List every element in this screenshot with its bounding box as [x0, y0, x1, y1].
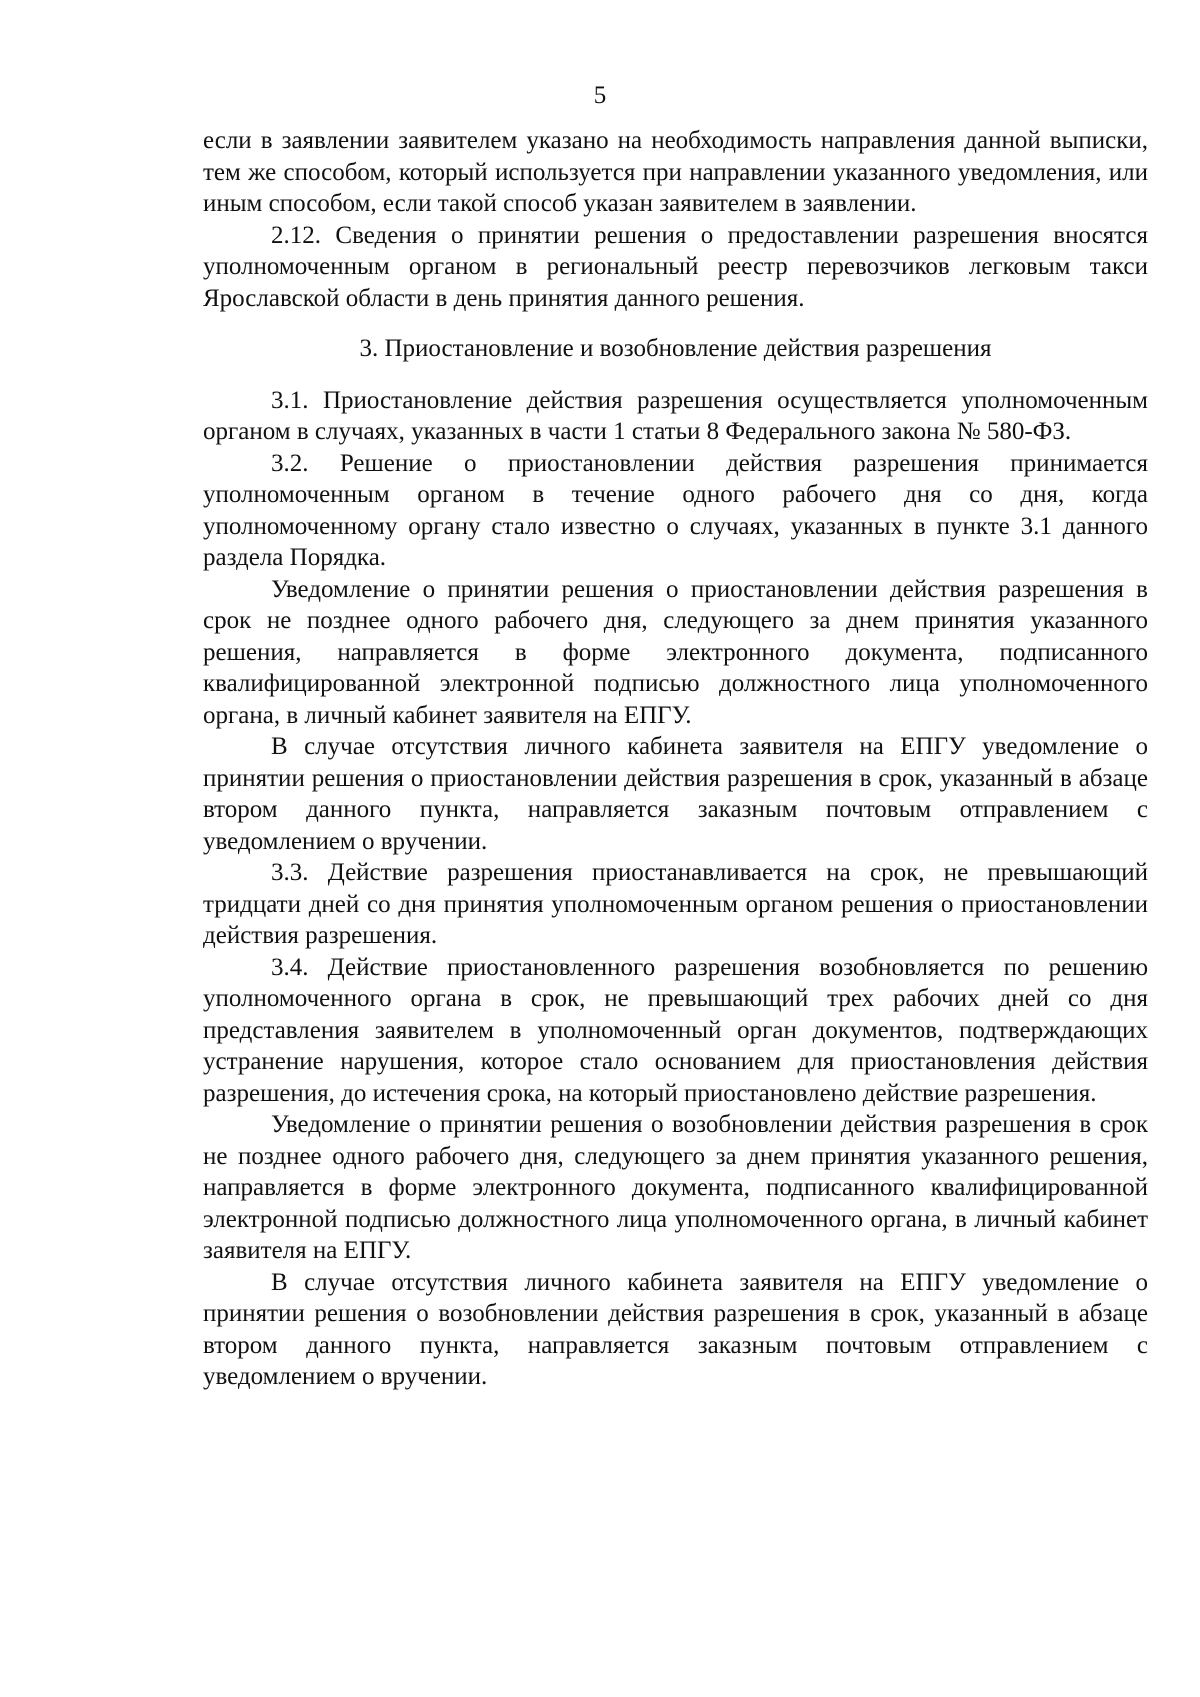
- paragraph-continuation: если в заявлении заявителем указано на необходимость направления данной выписки, тем же способом, который используется при направлении указанного уведомления, или иным способом, если такой способ указан заявителем в заявлении.: [203, 127, 1148, 217]
- paragraph-3-2-postal: В случае отсутствия личного кабинета заявителя на ЕПГУ уведомление о принятии решения о приостановлении действия разрешения в срок, указанный в абзаце втором данного пункта, направляется заказным почтовым отправлением с уведомлением о вручении.: [203, 733, 1148, 855]
- paragraph-3-4-notice: Уведомление о принятии решения о возобновлении действия разрешения в срок не позднее одного рабочего дня, следующего за днем принятия указанного решения, направляется в форме электронного документа, подписанного квалифицированной электронной подписью должностного лица уполномоченного органа, в личный кабинет заявителя на ЕПГУ.: [203, 1111, 1148, 1264]
- page-number: 5: [593, 82, 607, 109]
- paragraph-2-12: 2.12. Сведения о принятии решения о предоставлении разрешения вносятся уполномоченным органом в региональный реестр перевозчиков легковым такси Ярославской области в день принятия данного решения.: [203, 221, 1148, 312]
- paragraph-3-3: 3.3. Действие разрешения приостанавливается на срок, не превышающий тридцати дней со дня принятия уполномоченным органом решения о приостановлении действия разрешения.: [203, 859, 1148, 949]
- document-body: [203, 125, 1148, 1393]
- paragraph-3-2: 3.2. Решение о приостановлении действия разрешения принимается уполномоченным органом в течение одного рабочего дня со дня, когда уполномоченному органу стало известно о случаях, указанных в пункте 3.1 данного раздела Порядка.: [203, 449, 1148, 571]
- paragraph-3-2-notice: Уведомление о принятии решения о приостановлении действия разрешения в срок не позднее одного рабочего дня, следующего за днем принятия указанного решения, направляется в форме электронного документа, подписанного квалифицированной электронной подписью должностного лица уполномоченного органа, в личный кабинет заявителя на ЕПГУ.: [203, 575, 1148, 729]
- paragraph-3-1: 3.1. Приостановление действия разрешения осуществляется уполномоченным органом в случаях, указанных в части 1 статьи 8 Федерального закона № 580-ФЗ.: [203, 386, 1148, 445]
- paragraph-3-4-postal: В случае отсутствия личного кабинета заявителя на ЕПГУ уведомление о принятии решения о возобновлении действия разрешения в срок, указанный в абзаце втором данного пункта, направляется заказным почтовым отправлением с уведомлением о вручении.: [203, 1268, 1148, 1390]
- paragraph-3-4: 3.4. Действие приостановленного разрешения возобновляется по решению уполномоченного органа в срок, не превышающий трех рабочих дней со дня представления заявителем в уполномоченный орган документов, подтверждающих устранение нарушения, которое стало основанием для приостановления действия разрешения, до истечения срока, на который приостановлено действие разрешения.: [203, 953, 1148, 1107]
- section-heading: 3. Приостановление и возобновление действия разрешения: [359, 335, 992, 362]
